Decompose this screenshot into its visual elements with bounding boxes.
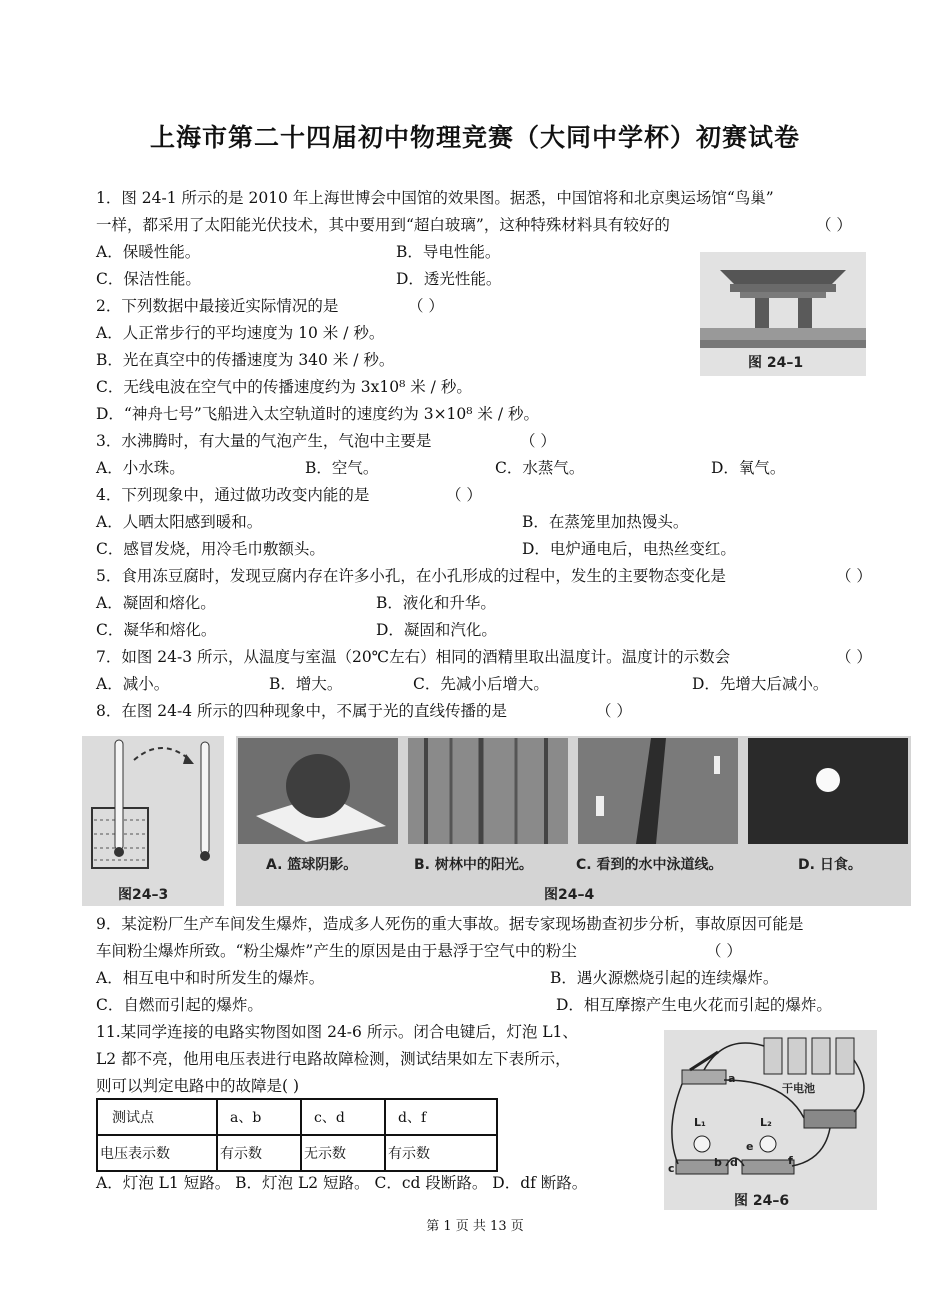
q11-stem-line2: L2 都不亮，他用电压表进行电路故障检测，测试结果如左下表所示， — [96, 1050, 571, 1068]
q4-option-a: A．人晒太阳感到暖和。 — [96, 513, 263, 531]
table-header-cell: c、d — [301, 1099, 385, 1135]
lamp-l1-label: L₁ — [694, 1116, 706, 1129]
q1-stem-line1: 1．图 24-1 所示的是 2010 年上海世博会中国馆的效果图。据悉，中国馆将和北京奥运场馆“鸟巢” — [96, 189, 774, 207]
q4-option-d: D．电炉通电后，电热丝变红。 — [522, 540, 736, 558]
q9-option-c: C．自燃而引起的爆炸。 — [96, 996, 263, 1014]
page-title: 上海市第二十四届初中物理竞赛（大同中学杯）初赛试卷 — [149, 123, 800, 152]
q8-answer-paren: （ ） — [596, 702, 632, 720]
table-cell: 有示数 — [385, 1135, 497, 1171]
figure-24-3-caption: 图24–3 — [118, 887, 169, 903]
table-header-cell: a、b — [217, 1099, 301, 1135]
figure-24-1-caption: 图 24–1 — [748, 355, 804, 371]
figure-24-4-panel-a-label: A. 篮球阴影。 — [266, 857, 358, 873]
point-b-label: b — [714, 1156, 722, 1169]
q1-stem-line2: 一样，都采用了太阳能光伏技术，其中要用到“超白玻璃”，这种特殊材料具有较好的 — [96, 216, 670, 234]
q5-option-c: C．凝华和熔化。 — [96, 621, 217, 639]
battery-label: 干电池 — [782, 1082, 815, 1095]
point-d-label: d — [730, 1156, 738, 1169]
light-phenomena-photos — [236, 736, 911, 846]
table-row — [97, 1135, 497, 1171]
q9-stem-line1: 9．某淀粉厂生产车间发生爆炸，造成多人死伤的重大事故。据专家现场勘查初步分析，事故原因可能是 — [96, 915, 804, 933]
q4-answer-paren: （ ） — [446, 486, 482, 504]
figure-24-6-caption: 图 24–6 — [734, 1193, 790, 1209]
figure-24-4 — [236, 736, 911, 906]
point-e-label: e — [746, 1140, 754, 1153]
q3-option-b: B．空气。 — [305, 459, 379, 477]
q2-option-d: D．“神舟七号”飞船进入太空轨道时的速度约为 3×10⁸ 米 / 秒。 — [96, 405, 539, 423]
point-a-label: a — [728, 1072, 736, 1085]
q3-option-a: A．小水珠。 — [96, 459, 185, 477]
q1-option-b: B．导电性能。 — [396, 243, 501, 261]
q5-stem: 5．食用冻豆腐时，发现豆腐内存在许多小孔，在小孔形成的过程中，发生的主要物态变化是 — [96, 567, 726, 585]
q3-option-d: D．氧气。 — [711, 459, 786, 477]
q5-option-d: D．凝固和汽化。 — [376, 621, 497, 639]
q8-stem: 8．在图 24-4 所示的四种现象中，不属于光的直线传播的是 — [96, 702, 508, 720]
q3-option-c: C．水蒸气。 — [495, 459, 585, 477]
q7-option-d: D．先增大后减小。 — [692, 675, 829, 693]
figure-24-4-panel-b-label: B. 树林中的阳光。 — [414, 857, 533, 873]
figure-24-4-panel-d-label: D. 日食。 — [798, 857, 862, 873]
q1-answer-paren: （ ） — [816, 216, 852, 234]
q7-answer-paren: （ ） — [836, 648, 872, 666]
figure-24-4-caption: 图24–4 — [544, 887, 595, 903]
q7-stem: 7．如图 24-3 所示，从温度与室温（20℃左右）相同的酒精里取出温度计。温度计的示数会 — [96, 648, 731, 666]
q1-option-d: D．透光性能。 — [396, 270, 502, 288]
q2-stem: 2．下列数据中最接近实际情况的是 — [96, 297, 339, 315]
q2-option-a: A．人正常步行的平均速度为 10 米 / 秒。 — [96, 324, 385, 342]
table-cell: 有示数 — [217, 1135, 301, 1171]
q7-option-b: B．增大。 — [269, 675, 343, 693]
table-header-row — [97, 1099, 497, 1135]
q11-stem-line3: 则可以判定电路中的故障是( ) — [96, 1077, 300, 1095]
voltage-test-table — [96, 1098, 498, 1172]
page-footer: 第 1 页 共 13 页 — [426, 1219, 524, 1234]
q9-option-a: A．相互电中和时所发生的爆炸。 — [96, 969, 325, 987]
point-f-label: f — [788, 1154, 793, 1167]
q2-answer-paren: （ ） — [408, 297, 444, 315]
table-cell: 电压表示数 — [97, 1135, 217, 1171]
figure-24-4-panel-c-label: C. 看到的水中泳道线。 — [576, 857, 723, 873]
table-cell: 无示数 — [301, 1135, 385, 1171]
point-c-label: c — [668, 1162, 675, 1175]
q9-stem-line2: 车间粉尘爆炸所致。“粉尘爆炸”产生的原因是由于悬浮于空气中的粉尘 — [96, 942, 577, 960]
q9-option-d: D．相互摩擦产生电火花而引起的爆炸。 — [556, 996, 832, 1014]
q11-options: A．灯泡 L1 短路。 B．灯泡 L2 短路。 C．cd 段断路。 D．df 断路。 — [96, 1174, 588, 1192]
q4-option-c: C．感冒发烧，用冷毛巾敷额头。 — [96, 540, 325, 558]
q7-option-c: C．先减小后增大。 — [413, 675, 549, 693]
figure-24-6 — [664, 1030, 877, 1210]
table-header-cell: d、f — [385, 1099, 497, 1135]
q7-option-a: A．减小。 — [96, 675, 170, 693]
figure-24-3 — [82, 736, 224, 906]
q1-option-c: C．保洁性能。 — [96, 270, 201, 288]
thermometer-beaker-image — [82, 736, 224, 881]
q4-stem: 4．下列现象中，通过做功改变内能的是 — [96, 486, 370, 504]
q5-answer-paren: （ ） — [836, 567, 872, 585]
q9-answer-paren: （ ） — [706, 942, 742, 960]
q5-option-b: B．液化和升华。 — [376, 594, 496, 612]
table-header-cell: 测试点 — [97, 1099, 217, 1135]
q11-stem-line1: 11.某同学连接的电路实物图如图 24-6 所示。闭合电键后，灯泡 L1、 — [96, 1023, 578, 1041]
q5-option-a: A．凝固和熔化。 — [96, 594, 216, 612]
q2-option-c: C．无线电波在空气中的传播速度约为 3x10⁸ 米 / 秒。 — [96, 378, 472, 396]
figure-24-1 — [700, 252, 866, 376]
q3-answer-paren: （ ） — [520, 432, 556, 450]
q4-option-b: B．在蒸笼里加热馒头。 — [522, 513, 689, 531]
q2-option-b: B．光在真空中的传播速度为 340 米 / 秒。 — [96, 351, 395, 369]
lamp-l2-label: L₂ — [760, 1116, 772, 1129]
q3-stem: 3．水沸腾时，有大量的气泡产生，气泡中主要是 — [96, 432, 432, 450]
q1-option-a: A．保暖性能。 — [96, 243, 201, 261]
q9-option-b: B．遇火源燃烧引起的连续爆炸。 — [550, 969, 779, 987]
